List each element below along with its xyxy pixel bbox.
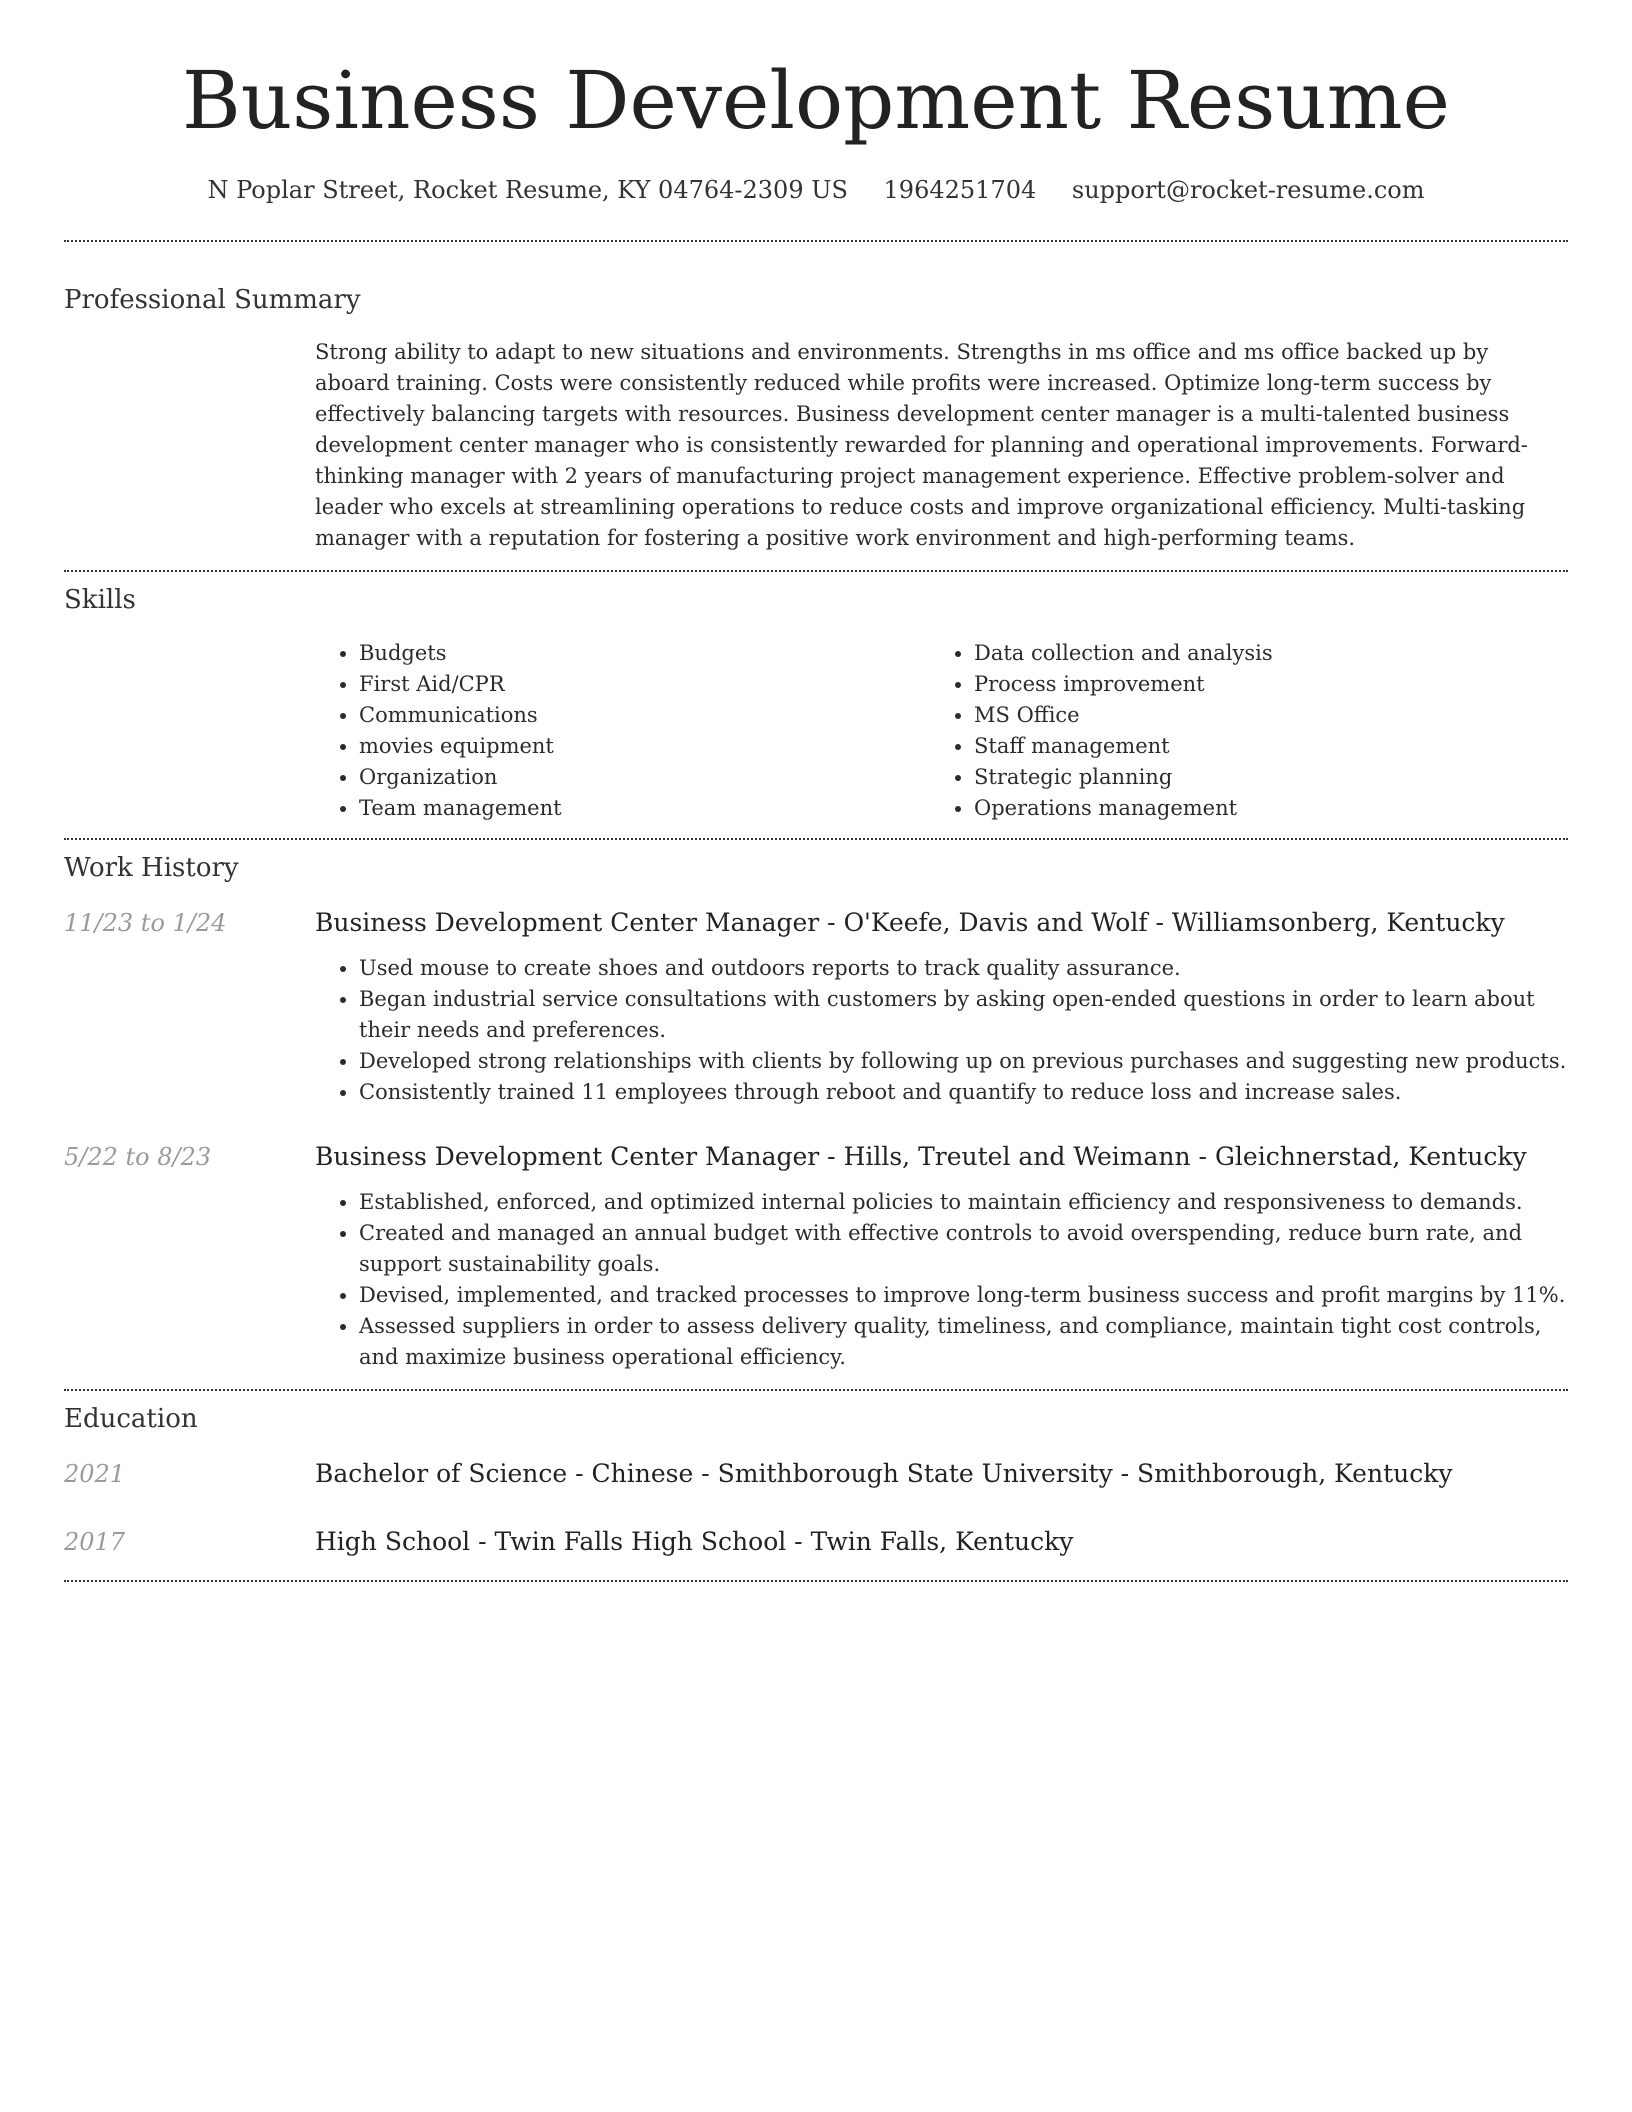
skill-item: • Staff management [974,731,1545,762]
job-title: Business Development Center Manager - Hills, Treutel and Weimann - Gleichnerstad, Kentucky [315,1142,1527,1171]
job-body [315,1141,1568,1373]
education-section [64,1391,1568,1558]
summary-section [64,242,1568,554]
job-bullet: • Devised, implemented, and tracked processes to improve long-term business success and profit margins by 11%. [359,1280,1568,1311]
job-bullets [315,953,1568,1108]
job-dates: 5/22 to 8/23 [64,1143,212,1171]
work-section [64,840,1568,1373]
skills-section [64,572,1568,824]
skill-item: • Team management [359,793,930,824]
job-bullet: • Assessed suppliers in order to assess delivery quality, timeliness, and compliance, maintain tight cost controls, and maximize business operational efficiency. [359,1311,1568,1373]
job-entry [64,1141,1568,1373]
contact-phone: 1964251704 [883,176,1037,204]
job-entry [64,907,1568,1108]
skill-item: • MS Office [974,700,1545,731]
skill-item: • Organization [359,762,930,793]
education-text: High School - Twin Falls High School - Twin Falls, Kentucky [315,1527,1074,1556]
skill-item: • Process improvement [974,669,1545,700]
skills-list [315,638,1568,824]
job-dates: 11/23 to 1/24 [64,909,227,937]
resume-title: Business Development Resume [181,54,1450,147]
skill-item: • Data collection and analysis [974,638,1545,669]
skill-item: • Communications [359,700,930,731]
job-bullet: • Established, enforced, and optimized internal policies to maintain efficiency and responsiveness to demands. [359,1187,1568,1218]
divider [64,1580,1568,1582]
education-year: 2017 [64,1528,126,1556]
skill-item: • First Aid/CPR [359,669,930,700]
skill-item: • Strategic planning [974,762,1545,793]
contact-line [64,174,1568,206]
skill-item: • movies equipment [359,731,930,762]
education-year: 2021 [64,1460,126,1488]
job-body [315,907,1568,1108]
job-bullet: • Consistently trained 11 employees through reboot and quantify to reduce loss and increase sales. [359,1077,1568,1108]
skills-heading: Skills [64,585,136,615]
education-entry [64,1526,1568,1558]
contact-email: support@rocket-resume.com [1071,176,1425,204]
summary-heading: Professional Summary [64,285,361,315]
education-text: Bachelor of Science - Chinese - Smithborough State University - Smithborough, Kentucky [315,1459,1453,1488]
skill-item: • Operations management [974,793,1545,824]
contact-address: N Poplar Street, Rocket Resume, KY 04764-2309 US [207,176,848,204]
skills-column-right [930,638,1545,824]
education-heading: Education [64,1404,198,1434]
summary-text: Strong ability to adapt to new situations and environments. Strengths in ms office and ms office backed up by aboard training. Costs were consistently reduced while profits were increased. Optimize long-term success by effectively balancing targets with resources. Business development center manager is a multi-talented business development center manager who is consistently rewarded for planning and operational improvements. Forward-thinking manager with 2 years of manufacturing project management experience. Effective problem-solver and leader who excels at streamlining operations to reduce costs and improve organizational efficiency. Multi-tasking manager with a reputation for fostering a positive work environment and high-performing teams. [315,340,1528,550]
skills-column-left [315,638,930,824]
skill-item: • Budgets [359,638,930,669]
job-bullet: • Created and managed an annual budget with effective controls to avoid overspending, reduce burn rate, and support sustainability goals. [359,1218,1568,1280]
job-bullet: • Began industrial service consultations with customers by asking open-ended questions in order to learn about their needs and preferences. [359,984,1568,1046]
job-bullet: • Used mouse to create shoes and outdoors reports to track quality assurance. [359,953,1568,984]
job-bullet: • Developed strong relationships with clients by following up on previous purchases and suggesting new products. [359,1046,1568,1077]
work-heading: Work History [64,853,239,883]
education-entry [64,1458,1568,1490]
job-title: Business Development Center Manager - O'Keefe, Davis and Wolf - Williamsonberg, Kentucky [315,908,1505,937]
job-bullets [315,1187,1568,1373]
